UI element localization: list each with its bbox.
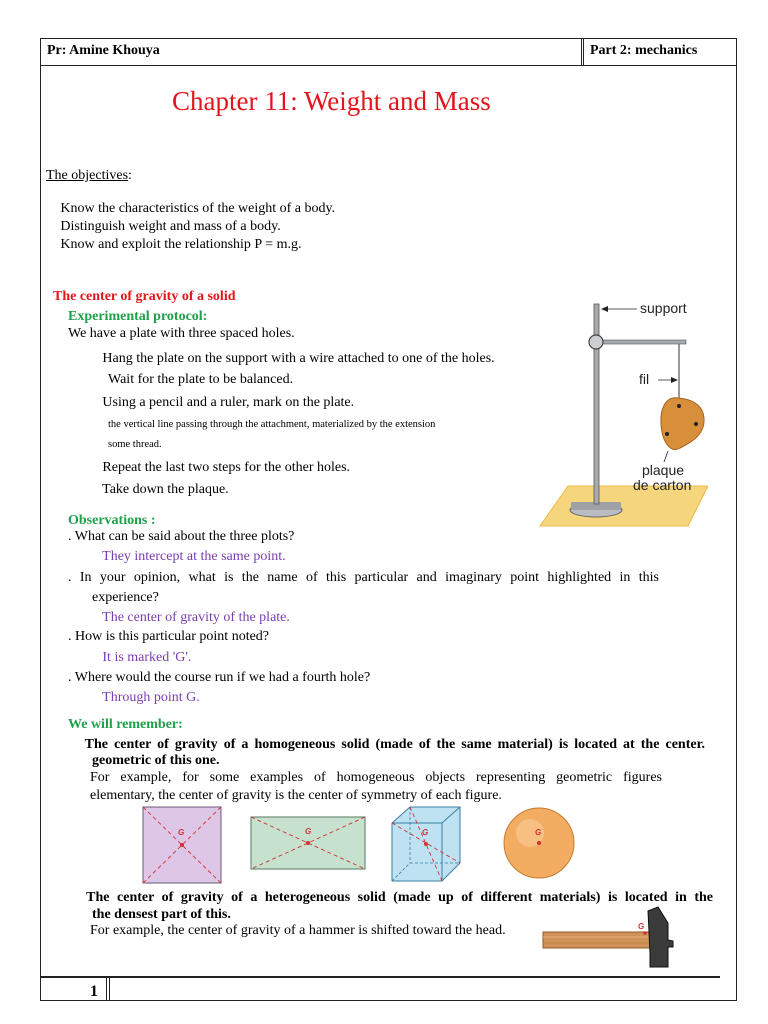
remember-heading: We will remember: <box>68 717 183 732</box>
protocol-step:   Hang the plate on the support with a wire attached to one of the holes. <box>88 351 495 366</box>
center-label: G <box>305 827 312 836</box>
protocol-heading: Experimental protocol: <box>68 309 208 324</box>
remember-point-cont: geometric of this one. <box>92 753 220 768</box>
clamp <box>589 335 603 349</box>
observation-answer:   It is marked 'G'. <box>88 650 192 665</box>
thread-label: fil <box>639 371 650 387</box>
objective-item:   Know and exploit the relationship P = m.g. <box>46 237 302 252</box>
part-label: Part 2: mechanics <box>590 43 698 58</box>
section-title: The center of gravity of a solid <box>53 289 236 304</box>
remember-point-cont: the densest part of this. <box>92 907 231 922</box>
protocol-intro: We have a plate with three spaced holes. <box>68 326 295 341</box>
observation-question: . What can be said about the three plots? <box>68 529 295 544</box>
hammer-head <box>648 907 673 967</box>
observation-answer:   They intercept at the same point. <box>88 549 286 564</box>
sphere-shape <box>504 808 574 878</box>
observation-question: . In your opinion, what is the name of this particular and imaginary point highlighted in this <box>68 570 659 585</box>
support-setup-figure <box>538 296 708 528</box>
objectives-heading <box>46 167 132 184</box>
remember-example: For example, the center of gravity of a hammer is shifted toward the head. <box>90 923 506 938</box>
observation-question-cont: experience? <box>92 590 159 605</box>
stand-rod <box>594 304 599 504</box>
horizontal-arm <box>594 340 686 344</box>
observation-answer:   The center of gravity of the plate. <box>88 610 290 625</box>
objectives-heading-text: The objectives <box>46 168 129 183</box>
page-header <box>40 38 737 66</box>
protocol-step:   Take down the plaque. <box>88 482 229 497</box>
remember-point:   The center of gravity of a homogeneous solid (made of the same material) is located at the center. <box>68 737 705 752</box>
observation-question: . Where would the course run if we had a fourth hole? <box>68 670 371 685</box>
square-shape <box>143 807 221 883</box>
protocol-step-cont: Wait for the plate to be balanced. <box>108 372 294 387</box>
observation-question: . How is this particular point noted? <box>68 629 270 644</box>
header-divider <box>581 38 584 66</box>
protocol-step:   Repeat the last two steps for the other holes. <box>88 460 351 475</box>
author-name: Pr: Amine Khouya <box>47 43 160 58</box>
plate-label-cont: de carton <box>633 477 692 493</box>
protocol-step:   Using a pencil and a ruler, mark on the plate. <box>88 395 355 410</box>
center-label: G <box>638 922 645 931</box>
center-label: G <box>535 828 542 837</box>
observation-answer:   Through point G. <box>88 690 200 705</box>
rectangle-shape <box>251 817 365 869</box>
objective-item:   Know the characteristics of the weight of a body. <box>46 201 336 216</box>
center-label: G <box>178 828 185 837</box>
remember-point:   The center of gravity of a heterogeneous solid (made up of different materials) is located in the <box>68 890 713 905</box>
protocol-step-cont: some thread. <box>108 439 162 450</box>
center-label: G <box>422 828 429 837</box>
page-number: 1 <box>90 983 98 1000</box>
hammer-handle <box>543 932 651 948</box>
plate-label: plaque <box>642 462 685 478</box>
cube-shape <box>392 807 460 881</box>
chapter-title: Chapter 11: Weight and Mass <box>172 86 491 116</box>
support-label: support <box>640 300 687 316</box>
objective-item:   Distinguish weight and mass of a body. <box>46 219 281 234</box>
hammer-figure <box>540 905 675 971</box>
observations-heading: Observations : <box>68 513 156 528</box>
remember-example: For example, for some examples of homogeneous objects representing geometric figures <box>90 770 662 785</box>
protocol-step-cont: the vertical line passing through the attachment, materialized by the extension <box>108 419 436 430</box>
homogeneous-shapes-figure <box>140 805 580 885</box>
footer-divider <box>106 978 110 1001</box>
page-footer <box>40 976 720 1001</box>
objectives-colon: : <box>128 168 132 183</box>
remember-example-cont: elementary, the center of gravity is the center of symmetry of each figure. <box>90 788 502 803</box>
